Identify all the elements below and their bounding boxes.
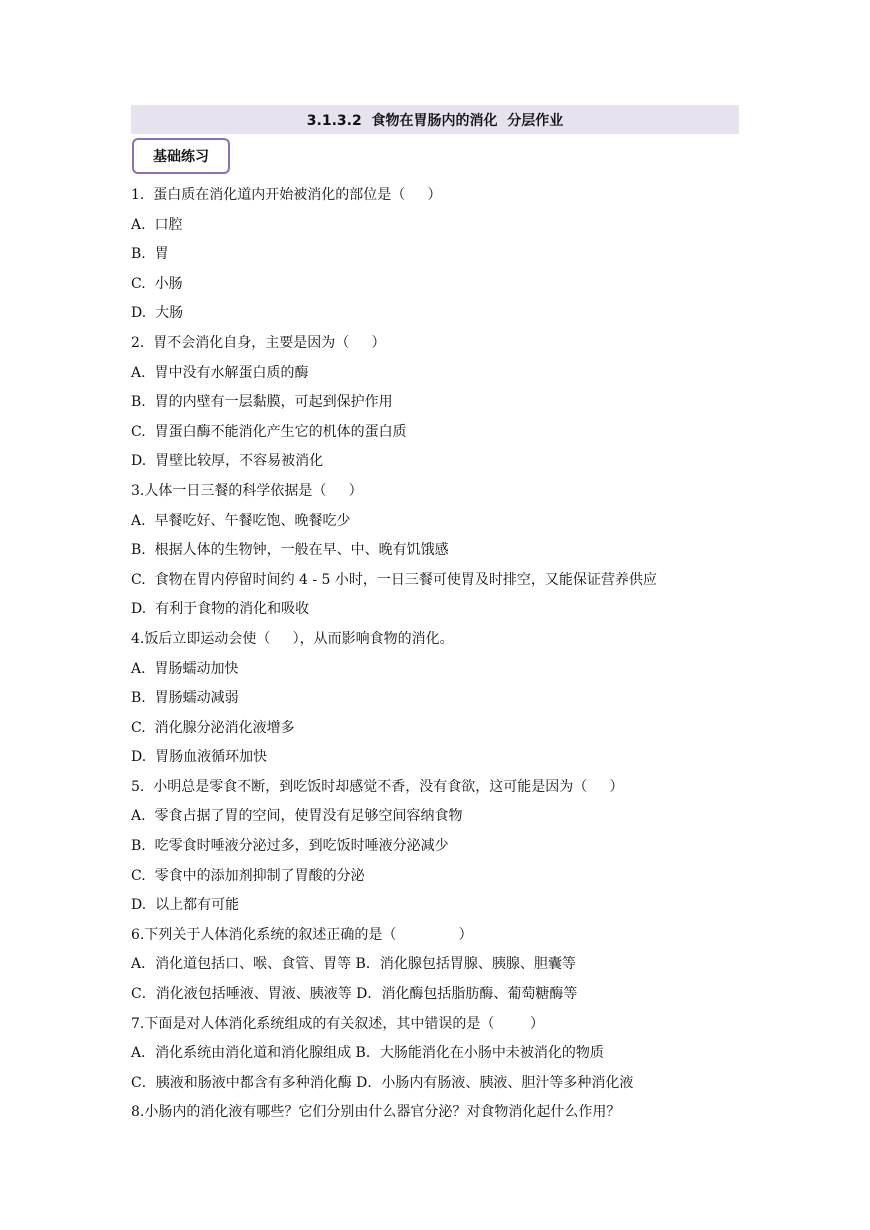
option-line: A. 胃肠蠕动加快 [131,660,239,677]
question-line: 5. 小明总是零食不断，到吃饭时却感觉不香，没有食欲，这可能是因为（ ） [131,778,624,795]
question-line: 2. 胃不会消化自身，主要是因为（ ） [131,334,386,351]
option-line: C. 食物在胃内停留时间约 4 - 5 小时，一日三餐可使胃及时排空，又能保证营养供应 [131,571,657,588]
option-line: C. 胃蛋白酶不能消化产生它的机体的蛋白质 [131,423,407,440]
option-line: D. 胃壁比较厚，不容易被消化 [131,453,324,470]
option-line: C. 小肠 [131,275,183,292]
option-line: A. 胃中没有水解蛋白质的酶 [131,364,309,381]
page-title: 3.1.3.2 食物在胃肠内的消化 分层作业 [306,112,564,129]
option-line: D. 胃肠血液循环加快 [131,749,268,766]
option-line: A．消化系统由消化道和消化腺组成 B．大肠能消化在小肠中未被消化的物质 [131,1045,604,1062]
option-line: C. 消化腺分泌消化液增多 [131,719,295,736]
section-label: 基础练习 [153,149,209,165]
option-line: D. 有利于食物的消化和吸收 [131,601,310,618]
question-line: 4.饭后立即运动会使（ ），从而影响食物的消化。 [131,630,454,647]
question-line: 8.小肠内的消化液有哪些？它们分别由什么器官分泌？对食物消化起什么作用？ [131,1104,621,1121]
question-line: 1. 蛋白质在消化道内开始被消化的部位是（ ） [131,187,442,203]
question-line: 7.下面是对人体消化系统组成的有关叙述，其中错误的是（ ） [131,1015,544,1032]
option-line: A. 口腔 [131,216,183,233]
option-line: D. 大肠 [131,305,184,322]
option-line: C. 零食中的添加剂抑制了胃酸的分泌 [131,867,365,884]
option-line: B. 胃 [131,246,169,263]
section-label-box [132,138,230,174]
title-bar [131,105,739,134]
option-line: C．胰液和肠液中都含有多种消化酶 D．小肠内有肠液、胰液、胆汁等多种消化液 [131,1074,634,1091]
option-line: B. 根据人体的生物钟，一般在早、中、晚有饥饿感 [131,542,449,559]
option-line: A. 早餐吃好、午餐吃饱、晚餐吃少 [131,512,351,529]
option-line: B. 吃零食时唾液分泌过多，到吃饭时唾液分泌减少 [131,838,449,855]
question-line: 3.人体一日三餐的科学依据是（ ） [131,482,363,499]
option-line: B. 胃肠蠕动减弱 [131,690,239,707]
option-line: B. 胃的内壁有一层黏膜，可起到保护作用 [131,394,393,411]
question-list [131,181,751,1128]
option-line: C．消化液包括唾液、胃液、胰液等 D．消化酶包括脂肪酶、葡萄糖酶等 [131,986,578,1003]
option-line: A. 零食占据了胃的空间，使胃没有足够空间容纳食物 [131,808,463,825]
question-line: 6.下列关于人体消化系统的叙述正确的是（ ） [131,926,473,943]
option-line: D. 以上都有可能 [131,897,240,914]
option-line: A．消化道包括口、喉、食管、胃等 B．消化腺包括胃腺、胰腺、胆囊等 [131,956,576,973]
